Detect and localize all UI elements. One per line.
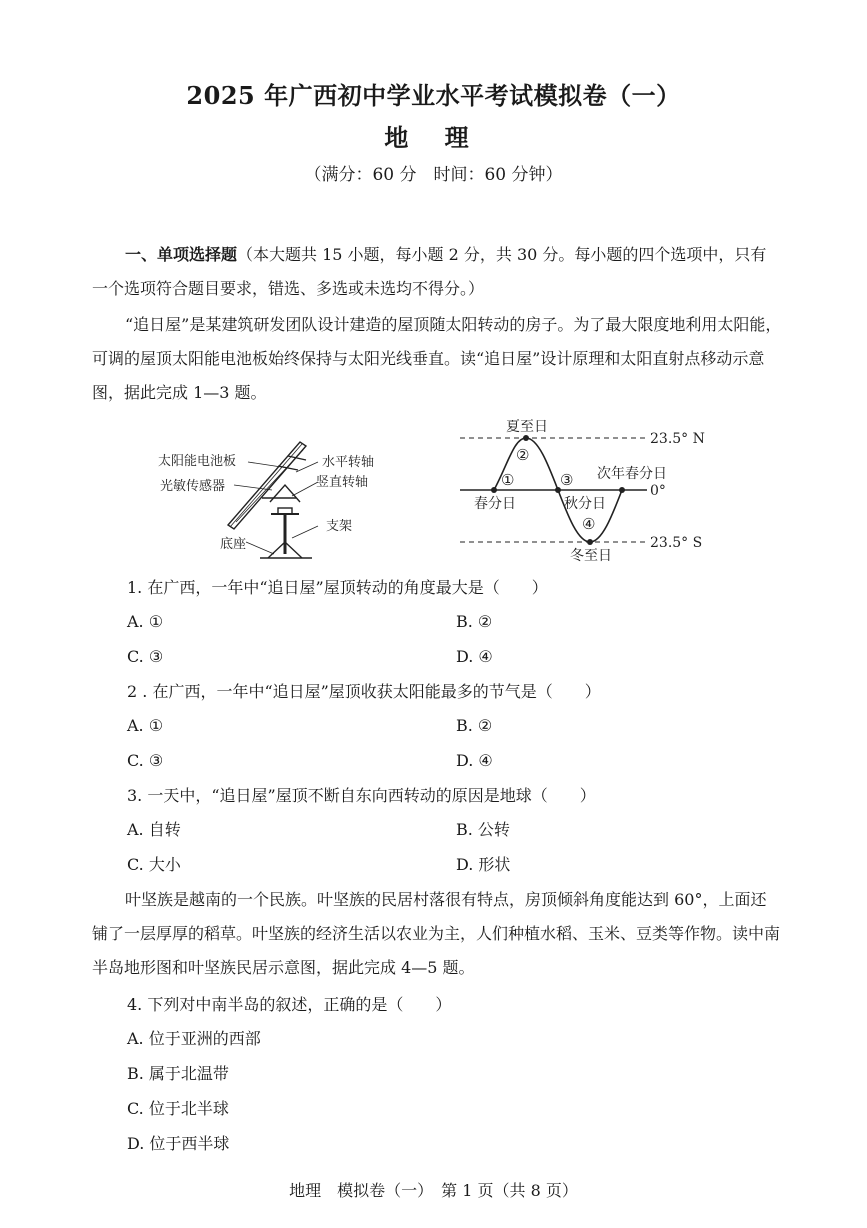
label-equator-0: 0° [650, 483, 666, 499]
question-1-option-c[interactable]: C. ③ [127, 647, 164, 666]
label-support: 支架 [326, 519, 353, 534]
label-23-5-n: 23.5° N [650, 431, 705, 447]
figure-subsolar-movement [452, 412, 732, 567]
question-2-option-a[interactable]: A. ① [127, 716, 164, 735]
label-winter-solstice: 冬至日 [570, 548, 612, 564]
question-1-option-d[interactable]: D. ④ [456, 647, 493, 666]
exam-title: 2025 年广西初中学业水平考试模拟卷（一） [186, 81, 681, 110]
label-spring-equinox: 春分日 [474, 496, 516, 512]
page-footer: 地理 模拟卷（一） 第 1 页（共 8 页） [289, 1181, 578, 1200]
marker-3: ③ [560, 471, 574, 489]
label-autumn-equinox: 秋分日 [564, 496, 606, 512]
question-3-option-c[interactable]: C. 大小 [127, 855, 181, 874]
marker-2: ② [516, 446, 530, 464]
passage-2-text: 叶坚族是越南的一个民族。叶坚族的民居村落很有特点，房顶倾斜角度能达到 60°，上面还铺了一层厚厚的稻草。叶坚族的经济生活以农业为主，人们种植水稻、玉米、豆类等作物。读中南半岛地形图和叶坚族民居示意图，据此完成 4—5 题。 [92, 890, 781, 977]
label-summer-solstice: 夏至日 [506, 419, 548, 435]
marker-1: ① [501, 471, 515, 489]
question-1-option-a[interactable]: A. ① [127, 612, 164, 631]
label-base: 底座 [220, 537, 247, 552]
marker-4: ④ [582, 515, 596, 533]
question-4-option-d[interactable]: D. 位于西半球 [127, 1134, 230, 1153]
question-4-stem: 4. 下列对中南半岛的叙述，正确的是（ ） [127, 995, 452, 1014]
subject-title: 地 理 [384, 123, 483, 152]
label-horizontal-axis: 水平转轴 [322, 455, 375, 470]
question-2-option-b[interactable]: B. ② [456, 716, 493, 735]
question-4-option-a[interactable]: A. 位于亚洲的西部 [127, 1029, 261, 1048]
label-23-5-s: 23.5° S [650, 535, 703, 551]
section1-heading-rest: （本大题共 15 小题，每小题 2 分，共 30 分。每小题的四个选项中，只有一个选项符合题目要求，错选、多选或未选均不得分。） [92, 245, 767, 298]
question-2-option-c[interactable]: C. ③ [127, 751, 164, 770]
section1-instructions [92, 238, 782, 306]
question-3-option-d[interactable]: D. 形状 [456, 855, 511, 874]
passage-1-text: “追日屋”是某建筑研发团队设计建造的屋顶随太阳转动的房子。为了最大限度地利用太阳能，可调的屋顶太阳能电池板始终保持与太阳光线垂直。读“追日屋”设计原理和太阳直射点移动示意图，据此完成 1—3 题。 [92, 315, 782, 402]
passage-1 [92, 308, 782, 410]
exam-meta: （满分：60 分 时间：60 分钟） [304, 165, 563, 185]
question-2-stem: 2 . 在广西，一年中“追日屋”屋顶收获太阳能最多的节气是（ ） [127, 682, 601, 701]
question-1-stem: 1. 在广西，一年中“追日屋”屋顶转动的角度最大是（ ） [127, 578, 548, 597]
question-1-option-b[interactable]: B. ② [456, 612, 493, 631]
label-vertical-axis: 竖直转轴 [316, 475, 369, 490]
label-next-spring-equinox: 次年春分日 [597, 466, 667, 482]
label-light-sensor: 光敏传感器 [160, 479, 226, 494]
section1-heading: 一、单项选择题 [125, 245, 238, 264]
question-3-option-a[interactable]: A. 自转 [127, 820, 181, 839]
passage-2 [92, 883, 782, 985]
label-solar-panel: 太阳能电池板 [158, 454, 237, 469]
question-3-option-b[interactable]: B. 公转 [456, 820, 510, 839]
question-4-option-b[interactable]: B. 属于北温带 [127, 1064, 229, 1083]
figure-solar-device [150, 430, 440, 570]
question-4-option-c[interactable]: C. 位于北半球 [127, 1099, 229, 1118]
question-2-option-d[interactable]: D. ④ [456, 751, 493, 770]
question-3-stem: 3. 一天中，“追日屋”屋顶不断自东向西转动的原因是地球（ ） [127, 786, 596, 805]
